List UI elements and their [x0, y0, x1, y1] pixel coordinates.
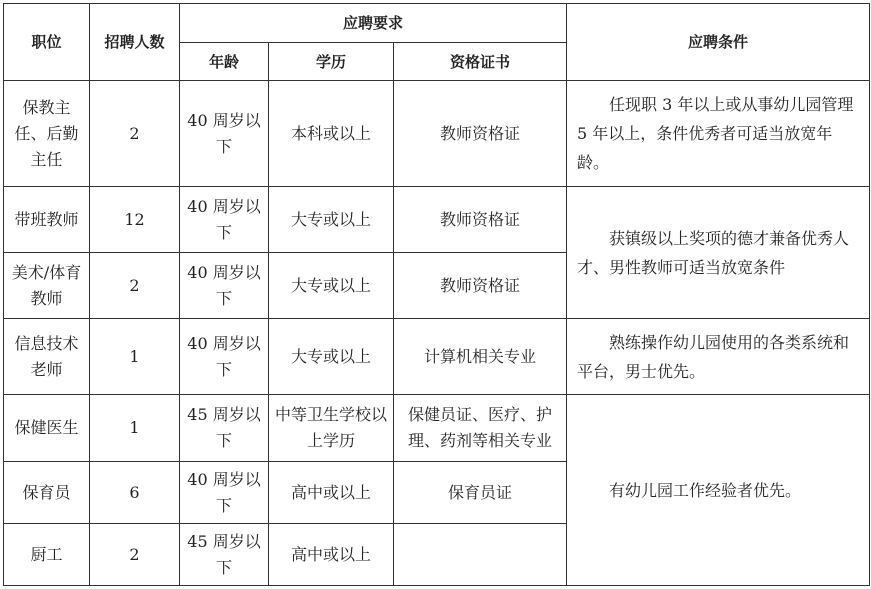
- table-row: [4, 395, 870, 462]
- condition-text: 熟练操作幼儿园使用的各类系统和平台，男士优先。: [577, 332, 850, 381]
- cell-position: 美术/体育教师: [4, 253, 90, 319]
- cell-count: 1: [90, 319, 180, 395]
- table-row: [4, 81, 870, 187]
- header-count: 招聘人数: [90, 4, 180, 81]
- cell-age: 45 周岁以下: [180, 395, 269, 462]
- header-education: 学历: [269, 43, 394, 81]
- condition-text: 任现职 3 年以上或从事幼儿园管理 5 年以上，条件优秀者可适当放宽年龄。: [577, 95, 854, 172]
- cell-count: 12: [90, 187, 180, 253]
- table-row: [4, 319, 870, 395]
- cell-education: 中等卫生学校以上学历: [269, 395, 394, 462]
- cell-age: 40 周岁以下: [180, 253, 269, 319]
- header-conditions: 应聘条件: [567, 4, 870, 81]
- header-certificate: 资格证书: [394, 43, 567, 81]
- header-position: 职位: [4, 4, 90, 81]
- cell-education: 大专或以上: [269, 253, 394, 319]
- header-row: [4, 4, 870, 43]
- cell-count: 1: [90, 395, 180, 462]
- cell-position: 保教主任、后勤主任: [4, 81, 90, 187]
- cell-position: 带班教师: [4, 187, 90, 253]
- cell-age: 40 周岁以下: [180, 319, 269, 395]
- cell-age: 40 周岁以下: [180, 187, 269, 253]
- header-requirements: 应聘要求: [180, 4, 567, 43]
- cell-position: 保育员: [4, 462, 90, 524]
- cell-certificate: 教师资格证: [394, 81, 567, 187]
- cell-position: 厨工: [4, 524, 90, 586]
- cell-certificate: 保育员证: [394, 462, 567, 524]
- cell-condition: [567, 81, 870, 187]
- cell-count: 2: [90, 81, 180, 187]
- cell-age: 40 周岁以下: [180, 462, 269, 524]
- cell-condition: [567, 395, 870, 586]
- cell-position: 信息技术老师: [4, 319, 90, 395]
- cell-position: 保健医生: [4, 395, 90, 462]
- cell-condition: [567, 319, 870, 395]
- cell-education: 高中或以上: [269, 462, 394, 524]
- cell-certificate: 教师资格证: [394, 253, 567, 319]
- cell-count: 2: [90, 524, 180, 586]
- table-row: [4, 187, 870, 253]
- cell-count: 6: [90, 462, 180, 524]
- cell-certificate: 教师资格证: [394, 187, 567, 253]
- header-age: 年龄: [180, 43, 269, 81]
- cell-education: 高中或以上: [269, 524, 394, 586]
- cell-age: 40 周岁以下: [180, 81, 269, 187]
- cell-certificate: 计算机相关专业: [394, 319, 567, 395]
- cell-condition: [567, 187, 870, 319]
- cell-age: 45 周岁以下: [180, 524, 269, 586]
- cell-education: 大专或以上: [269, 319, 394, 395]
- condition-text: 获镇级以上奖项的德才兼备优秀人才、男性教师可适当放宽条件: [577, 228, 850, 277]
- cell-certificate: [394, 524, 567, 586]
- condition-text: 有幼儿园工作经验者优先。: [609, 480, 802, 500]
- cell-education: 本科或以上: [269, 81, 394, 187]
- cell-certificate: 保健员证、医疗、护理、药剂等相关专业: [394, 395, 567, 462]
- cell-count: 2: [90, 253, 180, 319]
- cell-education: 大专或以上: [269, 187, 394, 253]
- recruitment-table: [3, 3, 870, 586]
